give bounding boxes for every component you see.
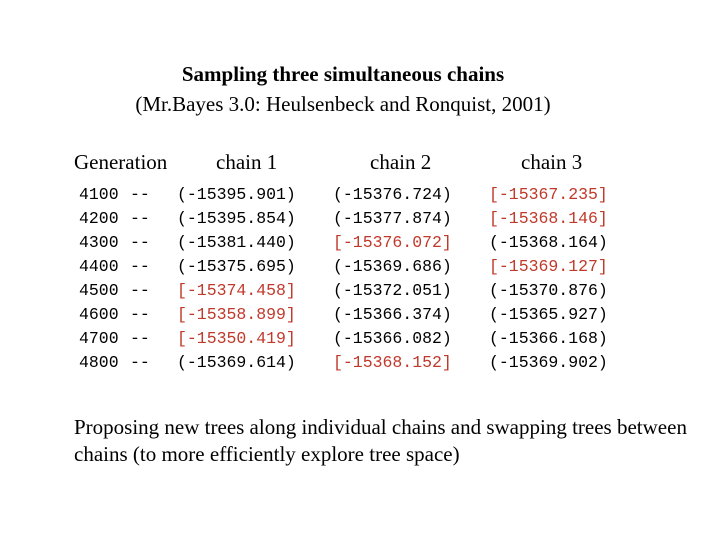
chain-sample-table bbox=[79, 183, 608, 375]
generation-cell: 4300 bbox=[79, 233, 119, 252]
generation-cell: 4400 bbox=[79, 257, 119, 276]
chain-1-cell: [-15374.458] bbox=[177, 281, 296, 300]
generation-cell: 4200 bbox=[79, 209, 119, 228]
generation-cell: 4600 bbox=[79, 305, 119, 324]
chain-2-cell: [-15368.152] bbox=[333, 353, 452, 372]
separator-cell: -- bbox=[130, 257, 150, 276]
chain-2-cell: [-15376.072] bbox=[333, 233, 452, 252]
table-row bbox=[79, 183, 608, 207]
chain-1-cell: (-15369.614) bbox=[177, 353, 296, 372]
chain-3-cell: (-15365.927) bbox=[489, 305, 608, 324]
chain-1-cell: (-15381.440) bbox=[177, 233, 296, 252]
separator-cell: -- bbox=[130, 185, 150, 204]
table-row bbox=[79, 279, 608, 303]
generation-cell: 4500 bbox=[79, 281, 119, 300]
chain-2-cell: (-15372.051) bbox=[333, 281, 452, 300]
table-row bbox=[79, 207, 608, 231]
slide-footer-text: Proposing new trees along individual chains and swapping trees between chains (to more efficiently explore tree space) bbox=[74, 415, 687, 466]
generation-cell: 4800 bbox=[79, 353, 119, 372]
chain-1-cell: (-15395.901) bbox=[177, 185, 296, 204]
header-chain-3: chain 3 bbox=[521, 150, 583, 174]
table-row bbox=[79, 327, 608, 351]
generation-cell: 4700 bbox=[79, 329, 119, 348]
separator-cell: -- bbox=[130, 281, 150, 300]
chain-3-cell: (-15366.168) bbox=[489, 329, 608, 348]
chain-2-cell: (-15377.874) bbox=[333, 209, 452, 228]
table-row bbox=[79, 351, 608, 375]
chain-2-cell: (-15366.082) bbox=[333, 329, 452, 348]
separator-cell: -- bbox=[130, 353, 150, 372]
chain-1-cell: [-15358.899] bbox=[177, 305, 296, 324]
separator-cell: -- bbox=[130, 209, 150, 228]
slide-title: Sampling three simultaneous chains bbox=[181, 62, 505, 86]
table-row bbox=[79, 255, 608, 279]
chain-2-cell: (-15366.374) bbox=[333, 305, 452, 324]
separator-cell: -- bbox=[130, 233, 150, 252]
chain-3-cell: [-15367.235] bbox=[489, 185, 608, 204]
separator-cell: -- bbox=[130, 329, 150, 348]
header-chain-2: chain 2 bbox=[370, 150, 432, 174]
table-row bbox=[79, 231, 608, 255]
table-row bbox=[79, 303, 608, 327]
header-chain-1: chain 1 bbox=[216, 150, 278, 174]
chain-2-cell: (-15369.686) bbox=[333, 257, 452, 276]
chain-3-cell: (-15369.902) bbox=[489, 353, 608, 372]
chain-1-cell: (-15395.854) bbox=[177, 209, 296, 228]
chain-1-cell: (-15375.695) bbox=[177, 257, 296, 276]
chain-3-cell: (-15370.876) bbox=[489, 281, 608, 300]
header-generation: Generation bbox=[74, 150, 168, 174]
slide-subtitle: (Mr.Bayes 3.0: Heulsenbeck and Ronquist, 2001) bbox=[135, 92, 551, 116]
chain-2-cell: (-15376.724) bbox=[333, 185, 452, 204]
separator-cell: -- bbox=[130, 305, 150, 324]
chain-3-cell: (-15368.164) bbox=[489, 233, 608, 252]
chain-3-cell: [-15368.146] bbox=[489, 209, 608, 228]
generation-cell: 4100 bbox=[79, 185, 119, 204]
chain-3-cell: [-15369.127] bbox=[489, 257, 608, 276]
chain-1-cell: [-15350.419] bbox=[177, 329, 296, 348]
